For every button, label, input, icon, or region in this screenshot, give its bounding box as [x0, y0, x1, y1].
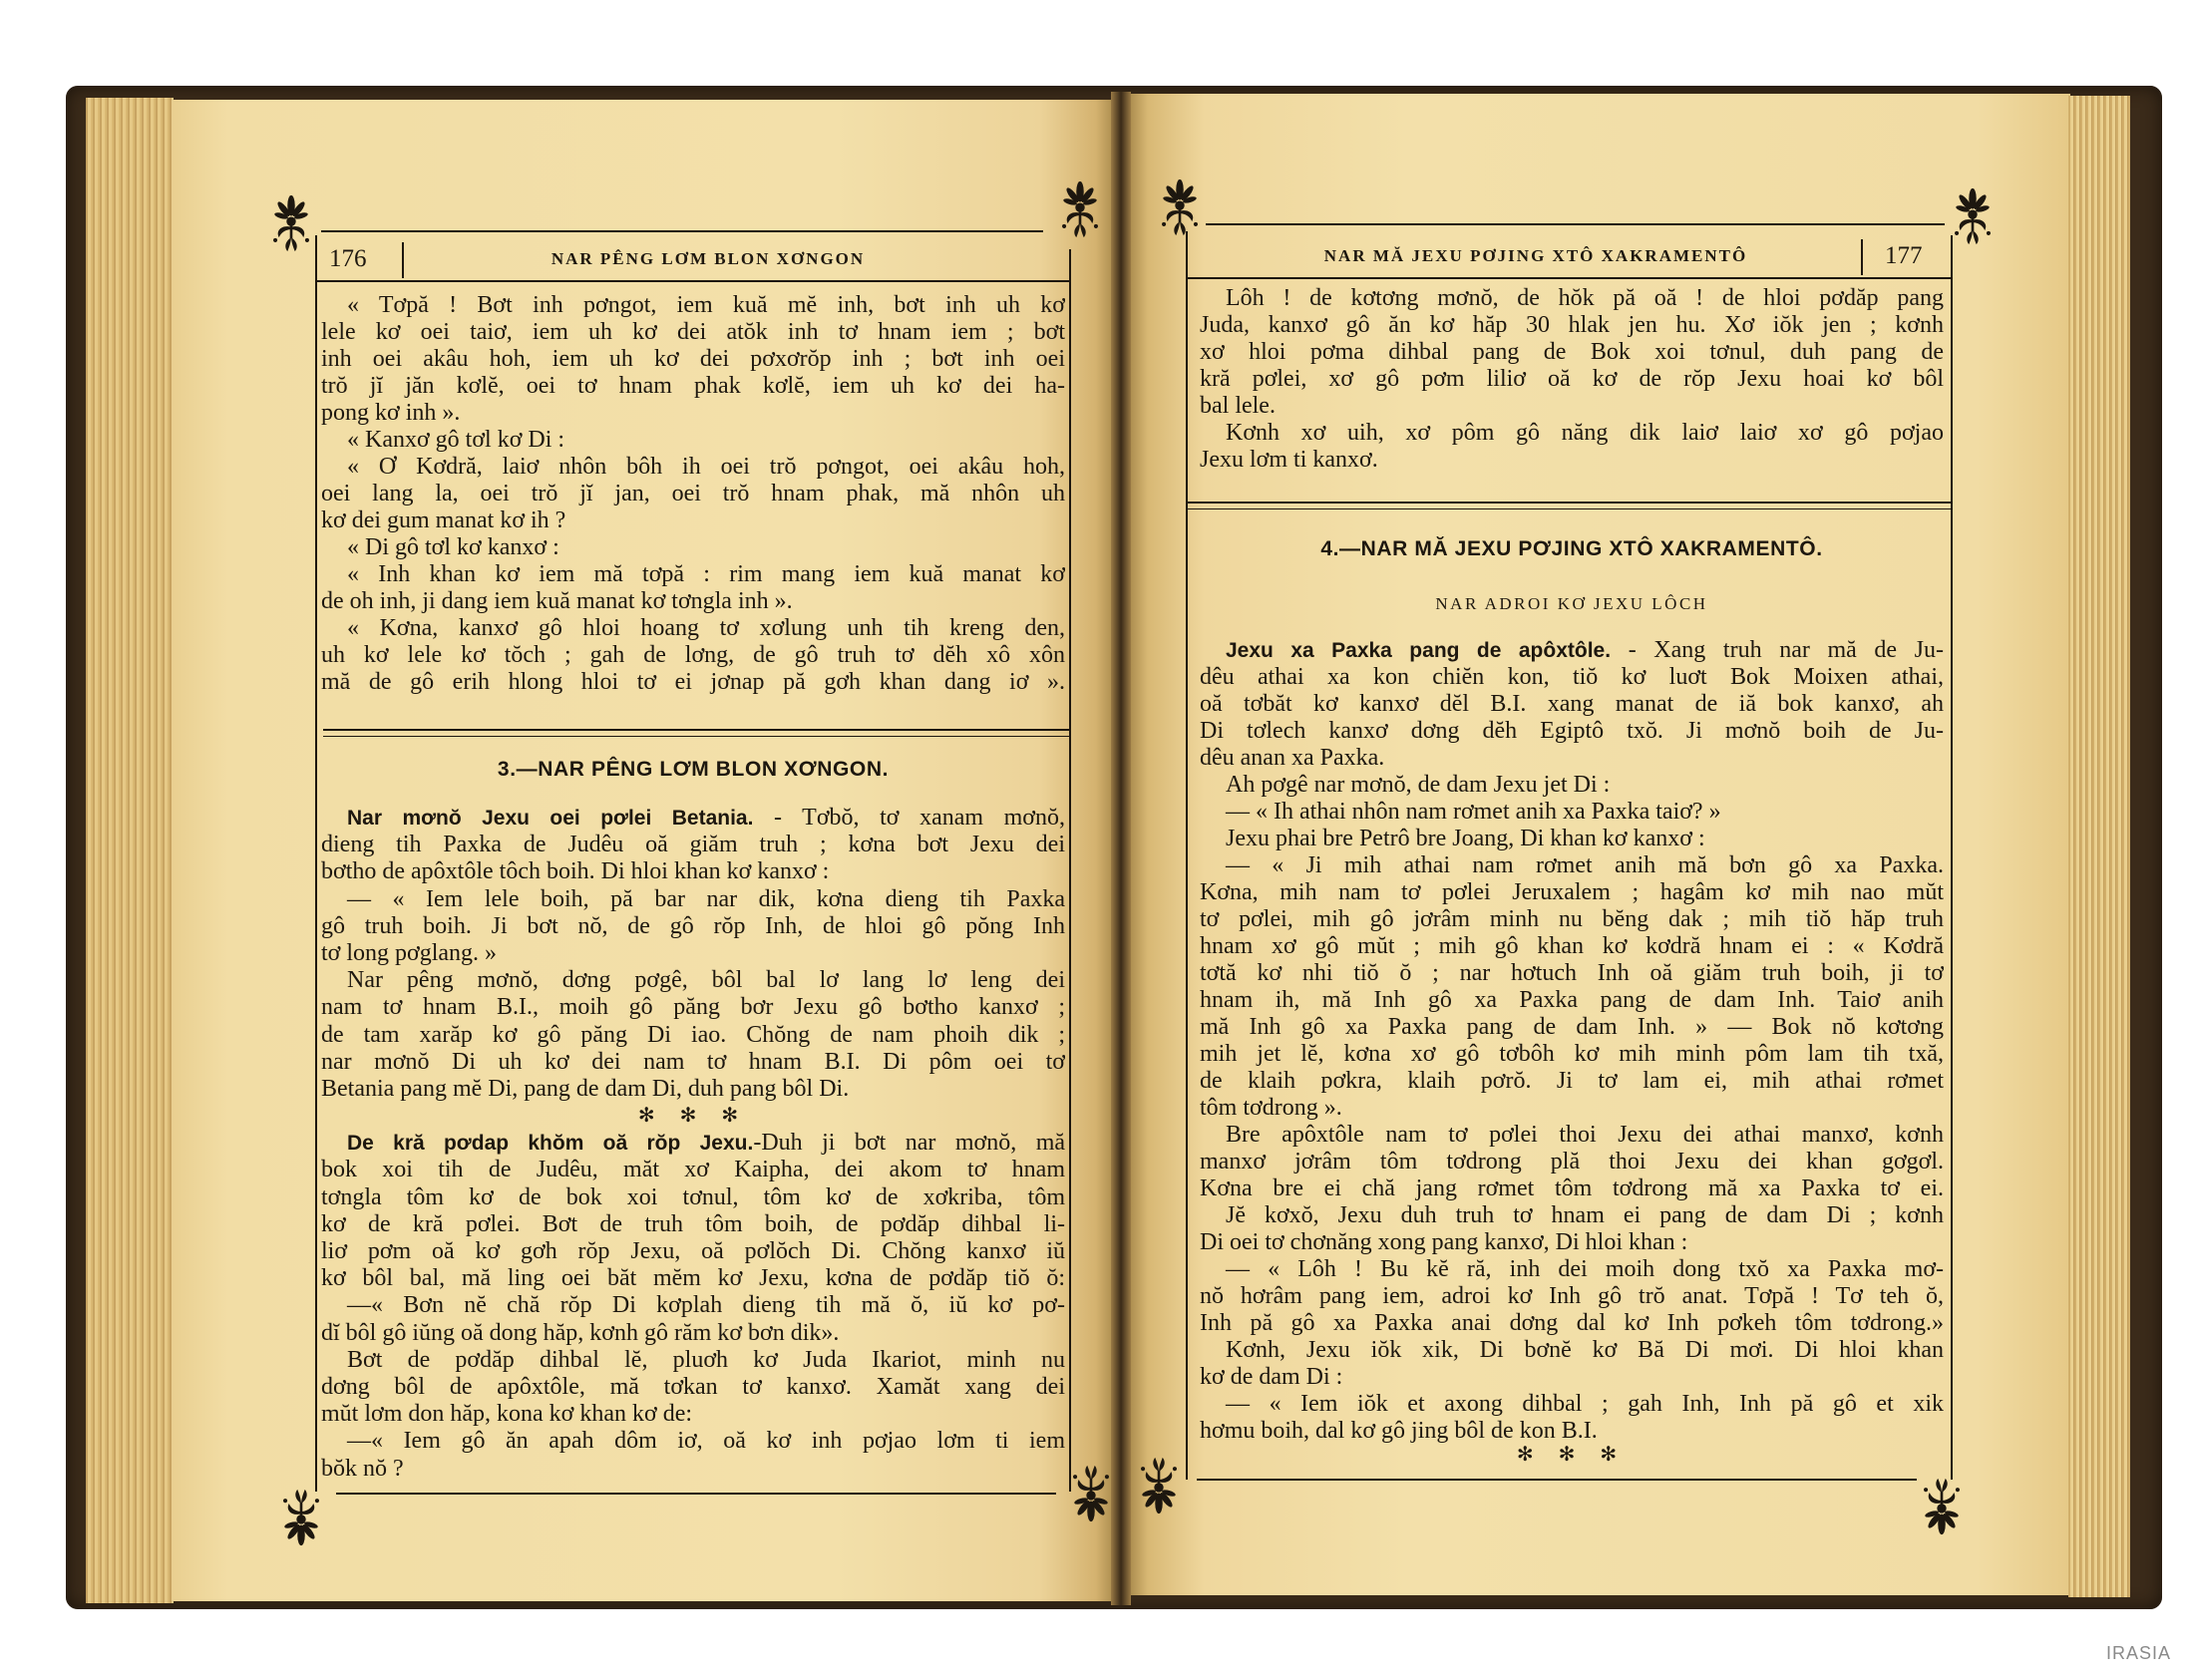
text-line: hnam xơ gô mŭt ; mih gô khan kơ kơdră hnam ei : « Kơdră: [1200, 933, 1944, 959]
text-line: kơ bôl bal, mă ling oei băt mĕm kơ Jexu, kơna de pơdăp tiŏ ŏ:: [321, 1265, 1065, 1292]
text-line: tơ long pơglang. »: [321, 939, 498, 966]
text-line: nŏ hơrâm pang iem, adroi kơ Inh gô trŏ anat. Tơpă ! Tơ teh ŏ,: [1200, 1283, 1944, 1309]
text-line: Kơna bre ei chă jang rơmet tôm tơdrong mă xa Paxka tơ ei.: [1200, 1176, 1944, 1201]
text-line: Juda, kanxơ gô ăn kơ hăp 30 hlak jen hu. Xơ iŏk jen ; kơnh: [1200, 312, 1944, 338]
text-line: Ah pơgê nar mơnŏ, de dam Jexu jet Di :: [1226, 772, 1611, 798]
footer-rule: [336, 1493, 1056, 1495]
running-head: NAR MĂ JEXU PƠJING XTÔ XAKRAMENTÔ: [1323, 246, 1748, 265]
text-line: bŏk nŏ ?: [321, 1455, 404, 1482]
text-line: — « Ji mih athai nam rơmet anih mă bơn gô xa Paxka.: [1226, 852, 1944, 878]
text-line: Inh pă gô xa Paxka anai dơng dal kơ Inh pơkeh tôm tơdrong.»: [1200, 1310, 1944, 1336]
text-line: « Di gô tơl kơ kanxơ :: [347, 534, 559, 560]
text-line: « Tơpă ! Bơt inh pơngot, iem kuă mĕ inh, bơt inh uh kơ: [347, 292, 1065, 318]
text-line: —« Bơn nĕ chă rŏp Di kơplah dieng tih mă ŏ, iŭ kơ pơ-: [347, 1292, 1065, 1319]
text-line: nam tơ hnam B.I., moih gô păng bơr Jexu gô bơtho kanxơ ;: [321, 994, 1065, 1021]
text-line: — « Lôh ! Bu kĕ ră, inh dei moih dong txŏ xa Paxka mơ-: [1226, 1256, 1944, 1282]
paragraph-lead: Jexu xa Paxka pang de apôxtôle.: [1226, 639, 1612, 662]
text-line: xơ hloi pơma dihbal pang de Bok xoi tơnul, duh pang de: [1200, 339, 1944, 365]
fleuron-icon: [1150, 177, 1210, 237]
text-line: mih jet lĕ, kơna xơ gô tơbôh kơ mih minh pôm lam tih txă,: [1200, 1041, 1944, 1067]
text-line: pong kơ inh ».: [321, 400, 461, 426]
text-line: Di oei tơ chơnăng xong pang kanxơ, Di hloi khan :: [1200, 1229, 1688, 1255]
text-line: mă Inh gô xa Paxka pang de dam Inh. » — Bok nŏ kơtơng: [1200, 1014, 1944, 1040]
text-line: hơmu boih, dal kơ gô jing bôl de kon B.I.: [1200, 1418, 1598, 1444]
text-line: trŏ jĭ jăn kơlĕ, oei tơ hnam phak kơlĕ, iem uh kơ dei ha-: [321, 373, 1065, 399]
text-line: de tam xarăp kơ gô păng Di iao. Chŏng de nam phoih dik ;: [321, 1021, 1065, 1048]
text-line: Lôh ! de kơtơng mơnŏ, de hŏk pă oă ! de hloi pơdăp pang: [1226, 285, 1944, 311]
frame-left-rule: [1186, 231, 1188, 1480]
frame-right-rule: [1951, 235, 1953, 1480]
text-line: — « Iem iŏk et axong dihbal ; gah Inh, Inh pă gô et xik: [1226, 1391, 1944, 1417]
fleuron-icon: [1129, 1456, 1189, 1515]
asterism-ornament: ✻ ✻ ✻: [1516, 1444, 1628, 1466]
text-line: tơtă kơ nhi tiŏ ŏ ; nar hơtuch Inh oă giăm truh boih, ji tơ: [1200, 960, 1944, 986]
section-divider: [323, 729, 1070, 737]
text-line: Jĕ kơxŏ, Jexu duh truh tơ hnam ei pang de dam Di ; kơnh: [1226, 1202, 1944, 1228]
fleuron-icon: [1050, 179, 1110, 239]
text-line: tơ pơlei, mih gô jơrâm minh nu bĕng dak ; mih tiŏ hăp truh: [1200, 906, 1944, 932]
page-number: 177: [1885, 242, 1923, 269]
header-separator: [402, 242, 404, 278]
text-line: [321, 805, 1065, 832]
text-line: « Kanxơ gô tơl kơ Di :: [347, 427, 565, 453]
paragraph-text: -Duh ji bơt nar mơnŏ, mă: [753, 1130, 1065, 1157]
text-line: Kơnh, Jexu iŏk xik, Di bơnĕ kơ Bă Di mơi. Di hloi khan: [1226, 1337, 1944, 1363]
section-text: [321, 805, 1065, 1483]
right-page-edges: [2068, 96, 2130, 1597]
text-line: « Kơna, kanxơ gô hloi hoang tơ xơlung unh tih kreng den,: [347, 615, 1065, 641]
text-line: lele kơ oei taiơ, iem uh kơ dei atŏk inh tơ hnam iem ; bơt: [321, 319, 1065, 345]
section-heading: 4.—NAR MĂ JEXU PƠJING XTÔ XAKRAMENTÔ.: [1320, 537, 1823, 560]
text-line: « Inh khan kơ iem mă tơpă : rim mang iem kuă manat kơ: [347, 561, 1065, 587]
text-line: oei lang la, oei trŏ jĭ jan, oei trŏ hnam phak, mă nhôn uh: [321, 481, 1065, 506]
text-line: bok xoi tih de Judêu, măt xơ Kaipha, dei akom tơ hnam: [321, 1157, 1065, 1183]
footer-rule: [1197, 1479, 1917, 1481]
text-line: [321, 1130, 1065, 1157]
passage-top: [1200, 285, 1944, 474]
section-divider: [1187, 502, 1952, 509]
paragraph-lead: Nar mơnŏ Jexu oei pơlei Betania.: [347, 807, 754, 830]
text-line: mă de gô erih hlong hloi tơ ei jơnap pă gơh khan dang iơ ».: [321, 669, 1065, 695]
text-line: Kơna, mih nam tơ pơlei Jeruxalem ; hagâm kơ mih nao mŭt: [1200, 879, 1944, 905]
text-line: bal lele.: [1200, 393, 1276, 419]
text-line: Bre apôxtôle nam tơ pơlei thoi Jexu dei athai manxơ, kơnh: [1226, 1122, 1944, 1148]
text-line: kơ dei gum manat kơ ih ?: [321, 507, 566, 533]
text-line: kơ de kră pơlei. Bơt de truh tôm boih, de pơdăp dihbal li-: [321, 1210, 1065, 1237]
header-top-rule: [321, 230, 1043, 232]
watermark: IRASIA: [2106, 1643, 2172, 1663]
text-line: manxơ jơrâm tôm tơdrong plă thoi Jexu dei khan gơgơl.: [1200, 1149, 1944, 1175]
text-line: — « Iem lele boih, pă bar nar dik, kơna dieng tih Paxka: [347, 885, 1065, 912]
passage-top: [321, 292, 1065, 696]
fleuron-icon: [1912, 1477, 1972, 1536]
header-separator: [1861, 239, 1863, 275]
text-line: kơ de dam Di :: [1200, 1364, 1343, 1390]
text-line: Kơnh xơ uih, xơ pôm gô năng dik laiơ laiơ xơ gô pơjao: [1226, 420, 1944, 446]
closing-ornament: [1200, 1443, 1944, 1467]
text-line: kră pơlei, xơ gô pơm liliơ oă kơ de rŏp Jexu hoai kơ bôl: [1200, 366, 1944, 392]
text-line: dieng tih Paxka de Judêu oă giăm truh ; kơna bơt Jexu dei: [321, 832, 1065, 858]
text-line: bơtho de apôxtôle tôch boih. Di hloi khan kơ kanxơ :: [321, 858, 830, 885]
header-bottom-rule: [317, 280, 1070, 282]
header-top-rule: [1206, 223, 1945, 225]
section-text: [1200, 637, 1944, 1445]
text-line: liơ pơm oă kơ gơh rŏp Jexu, oă pơlŏch Di. Chŏng kanxơ iŭ: [321, 1238, 1065, 1264]
text-line: Bơt de pơdăp dihbal lĕ, pluơh kơ Juda Ikariot, minh nu: [347, 1346, 1065, 1373]
text-line: de oh inh, ji dang iem kuă manat kơ tơngla inh ».: [321, 588, 793, 614]
page-number: 176: [329, 245, 367, 272]
text-line: nar mơnŏ Di uh kơ dei nam tơ hnam B.I. Di pôm oei tơ: [321, 1048, 1065, 1075]
text-line: Nar pêng mơnŏ, dơng pơgê, bôl bal lơ lang lơ leng dei: [347, 967, 1065, 994]
paragraph-lead: De kră pơdap khŏm oă rŏp Jexu.: [347, 1132, 754, 1156]
section-subheading: NAR ADROI KƠ JEXU LÔCH: [1435, 594, 1708, 613]
running-head: NAR PÊNG LƠM BLON XƠNGON: [550, 249, 866, 268]
text-line: —« Iem gô ăn apah dôm iơ, oă kơ inh pơjao lơm ti iem: [347, 1428, 1065, 1455]
text-line: [1200, 637, 1944, 664]
text-line: mŭt lơm don hăp, kona kơ khan kơ de:: [321, 1401, 693, 1428]
text-line: Jexu phai bre Petrô bre Joang, Di khan kơ kanxơ :: [1226, 826, 1705, 851]
fleuron-icon: [271, 1488, 331, 1547]
frame-left-rule: [315, 235, 317, 1492]
book-gutter: [1111, 92, 1131, 1605]
text-line: tơngla tôm kơ de bok xoi tơnul, tôm kơ de xơkriba, tôm: [321, 1183, 1065, 1210]
left-page-edges: [86, 98, 174, 1603]
text-line: « Ơ Kơdră, laiơ nhôn bôh ih oei trŏ pơngot, oei akâu hoh,: [347, 454, 1065, 480]
paragraph-text: - Tơbŏ, tơ xanam mơnŏ,: [753, 805, 1065, 831]
text-line: de klaih pơkra, klaih pơrŏ. Ji tơ lam ei, mih athai rơmet: [1200, 1068, 1944, 1094]
text-line: dêu athai xa kon chiĕn kon, tiŏ kơ luơt Bok Moixen athai,: [1200, 664, 1944, 690]
text-line: tôm tơdrong ».: [1200, 1095, 1342, 1121]
text-line: hnam ih, mă Inh gô xa Paxka pang de dam Inh. Taiơ anih: [1200, 987, 1944, 1013]
fleuron-icon: [261, 193, 321, 253]
text-line: gô truh boih. Ji bơt nŏ, de gô rŏp Inh, de hloi gô pŏng Inh: [321, 912, 1065, 939]
text-line: — « Ih athai nhôn nam rơmet anih xa Paxka taiơ? »: [1226, 799, 1721, 825]
text-line: Jexu lơm ti kanxơ.: [1200, 447, 1378, 473]
section-heading: 3.—NAR PÊNG LƠM BLON XƠNGON.: [497, 758, 890, 781]
text-line: dĭ bôl gô iŭng oă dong hăp, kơnh gô răm kơ bơn dik».: [321, 1319, 840, 1346]
asterism-ornament: ✻ ✻ ✻: [637, 1105, 749, 1128]
text-line: Di tơlech kanxơ dơng dĕh Egiptô txŏ. Ji mơnŏ boih de Ju-: [1200, 718, 1944, 744]
text-line: dơng bôl de apôxtôle, mă tơkan tơ kanxơ. Xamăt xang dei: [321, 1373, 1065, 1400]
paragraph-text: - Xang truh nar mă de Ju-: [1611, 637, 1944, 663]
text-line: uh kơ lele kơ tŏch ; gah de lơng, de gô truh tơ dĕh xô xôn: [321, 642, 1065, 668]
text-line: dêu anan xa Paxka.: [1200, 745, 1385, 771]
header-bottom-rule: [1187, 277, 1952, 279]
frame-right-rule: [1069, 249, 1071, 1492]
text-line: oă tơbăt kơ kanxơ dĕl B.I. xang manat de iă bok kanxơ, ah: [1200, 691, 1944, 717]
text-line: Betania pang mĕ Di, pang de dam Di, duh pang bôl Di.: [321, 1075, 850, 1102]
text-line: inh oei akâu hoh, iem uh kơ dei pơxơrŏp inh ; bơt inh oei: [321, 346, 1065, 372]
